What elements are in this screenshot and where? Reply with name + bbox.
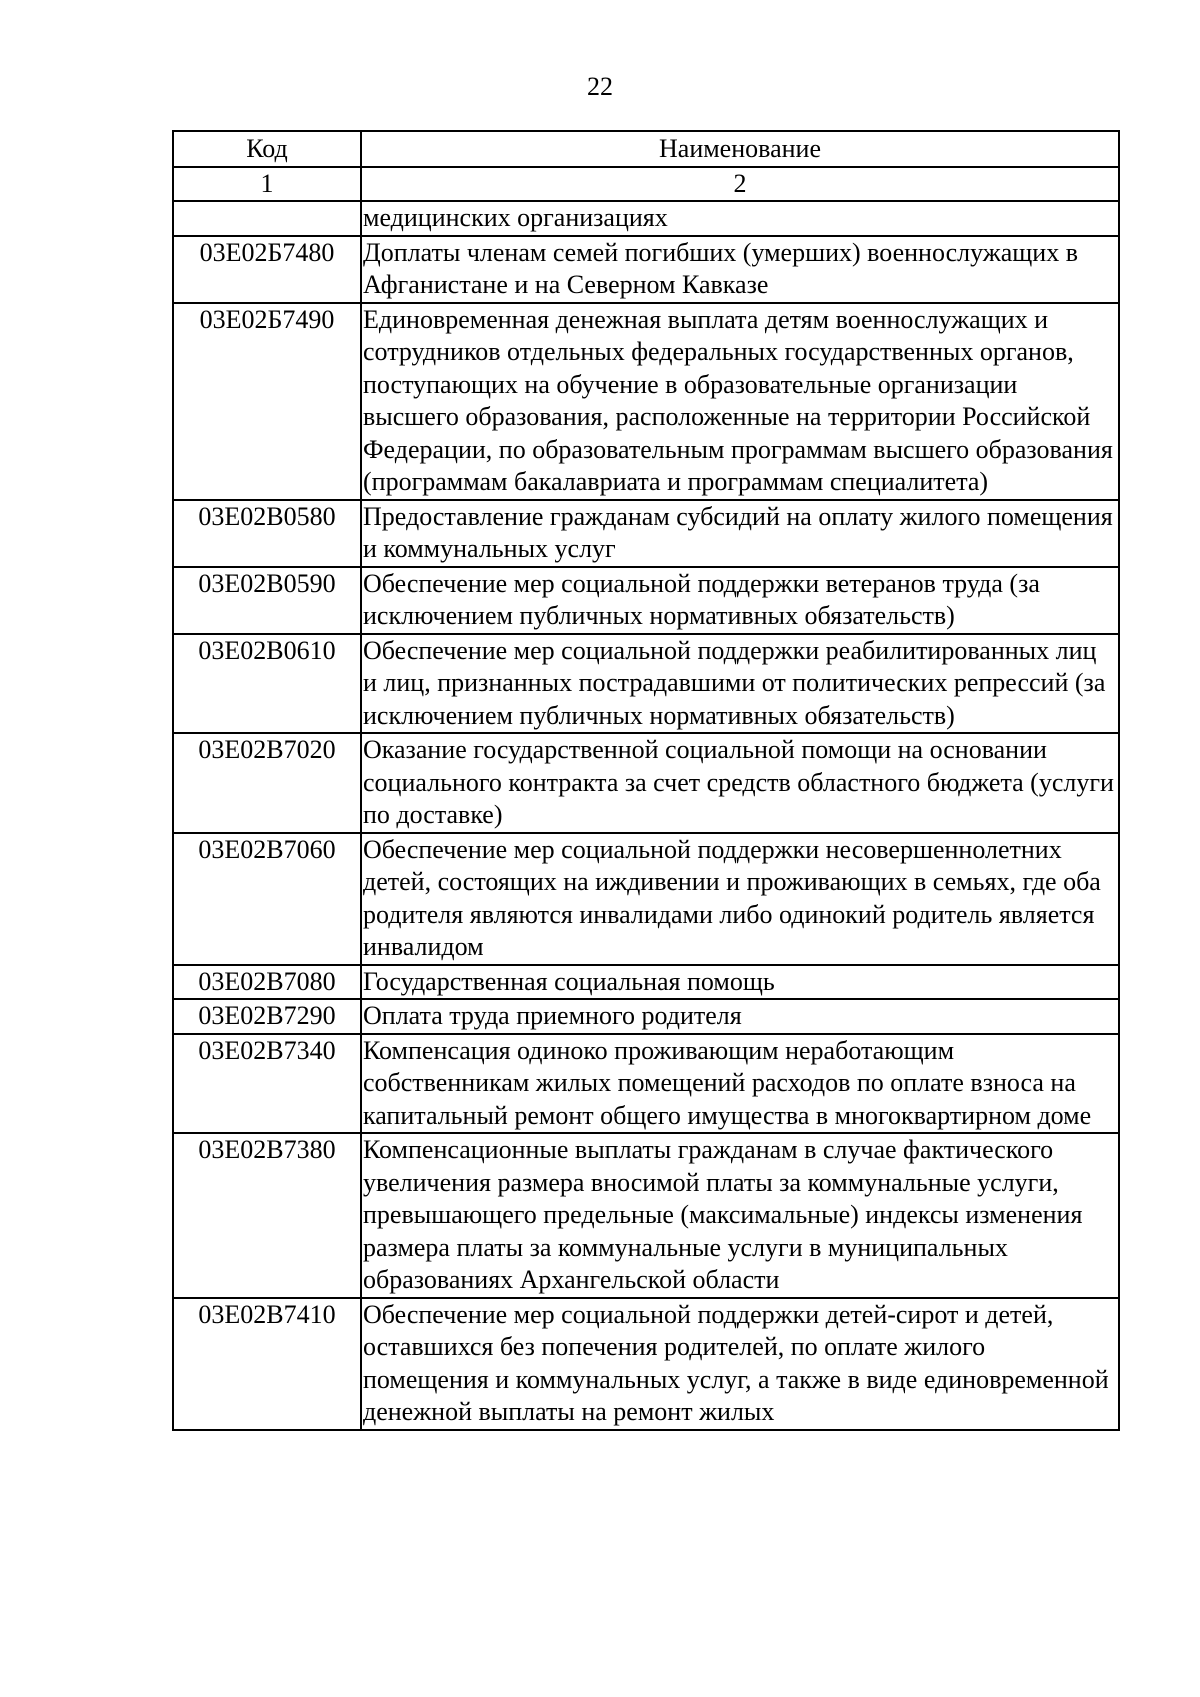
row-name: Предоставление гражданам субсидий на оплату жилого помещения и коммунальных услуг [361, 500, 1119, 567]
row-code: 03Е02В0580 [173, 500, 361, 567]
row-code: 03Е02В7340 [173, 1034, 361, 1134]
row-code: 03Е02В7380 [173, 1133, 361, 1298]
header-code: Код [173, 131, 361, 167]
page-number: 22 [587, 72, 613, 101]
budget-codes-table [172, 130, 1120, 1431]
table-row [173, 833, 1119, 965]
table-header-row [173, 131, 1119, 167]
table-row [173, 1034, 1119, 1134]
row-name: Единовременная денежная выплата детям военнослужащих и сотрудников отдельных федеральных государственных органов, поступающих на обучение в образовательные организации высшего образования, расположенные на территории Российской Федерации, по образовательным программам высшего образования (программам бакалавриата и программам специалитета) [361, 303, 1119, 500]
column-number-1: 1 [173, 167, 361, 201]
row-name: Оказание государственной социальной помощи на основании социального контракта за счет средств областного бюджета (услуги по доставке) [361, 733, 1119, 833]
row-name: Государственная социальная помощь [361, 965, 1119, 1000]
row-code: 03Е02В7020 [173, 733, 361, 833]
table-row [173, 201, 1119, 236]
table-row [173, 965, 1119, 1000]
row-name: Обеспечение мер социальной поддержки детей-сирот и детей, оставшихся без попечения родителей, по оплате жилого помещения и коммунальных услуг, а также в виде единовременной денежной выплаты на ремонт жилых [361, 1298, 1119, 1430]
table-row [173, 999, 1119, 1034]
column-number-2: 2 [361, 167, 1119, 201]
table-row [173, 634, 1119, 734]
row-code: 03Е02В7410 [173, 1298, 361, 1430]
row-name: Компенсация одиноко проживающим неработающим собственникам жилых помещений расходов по оплате взноса на капитальный ремонт общего имущества в многоквартирном доме [361, 1034, 1119, 1134]
row-code [173, 201, 361, 236]
row-name: медицинских организациях [361, 201, 1119, 236]
row-name: Доплаты членам семей погибших (умерших) военнослужащих в Афганистане и на Северном Кавказе [361, 236, 1119, 303]
table-row [173, 1133, 1119, 1298]
row-name: Обеспечение мер социальной поддержки реабилитированных лиц и лиц, признанных пострадавшими от политических репрессий (за исключением публичных нормативных обязательств) [361, 634, 1119, 734]
column-number-row [173, 167, 1119, 201]
table-row [173, 236, 1119, 303]
row-code: 03Е02В7290 [173, 999, 361, 1034]
row-name: Оплата труда приемного родителя [361, 999, 1119, 1034]
table-row [173, 1298, 1119, 1430]
row-name: Обеспечение мер социальной поддержки несовершеннолетних детей, состоящих на иждивении и проживающих в семьях, где оба родителя являются инвалидами либо одинокий родитель является инвалидом [361, 833, 1119, 965]
row-code: 03Е02Б7490 [173, 303, 361, 500]
row-name: Компенсационные выплаты гражданам в случае фактического увеличения размера вносимой платы за коммунальные услуги, превышающего предельные (максимальные) индексы изменения размера платы за коммунальные услуги в муниципальных образованиях Архангельской области [361, 1133, 1119, 1298]
row-code: 03Е02В0610 [173, 634, 361, 734]
row-code: 03Е02В7060 [173, 833, 361, 965]
table-row [173, 500, 1119, 567]
header-name: Наименование [361, 131, 1119, 167]
row-name: Обеспечение мер социальной поддержки ветеранов труда (за исключением публичных нормативных обязательств) [361, 567, 1119, 634]
table-row [173, 733, 1119, 833]
row-code: 03Е02Б7480 [173, 236, 361, 303]
row-code: 03Е02В7080 [173, 965, 361, 1000]
row-code: 03Е02В0590 [173, 567, 361, 634]
table-row [173, 567, 1119, 634]
table-row [173, 303, 1119, 500]
